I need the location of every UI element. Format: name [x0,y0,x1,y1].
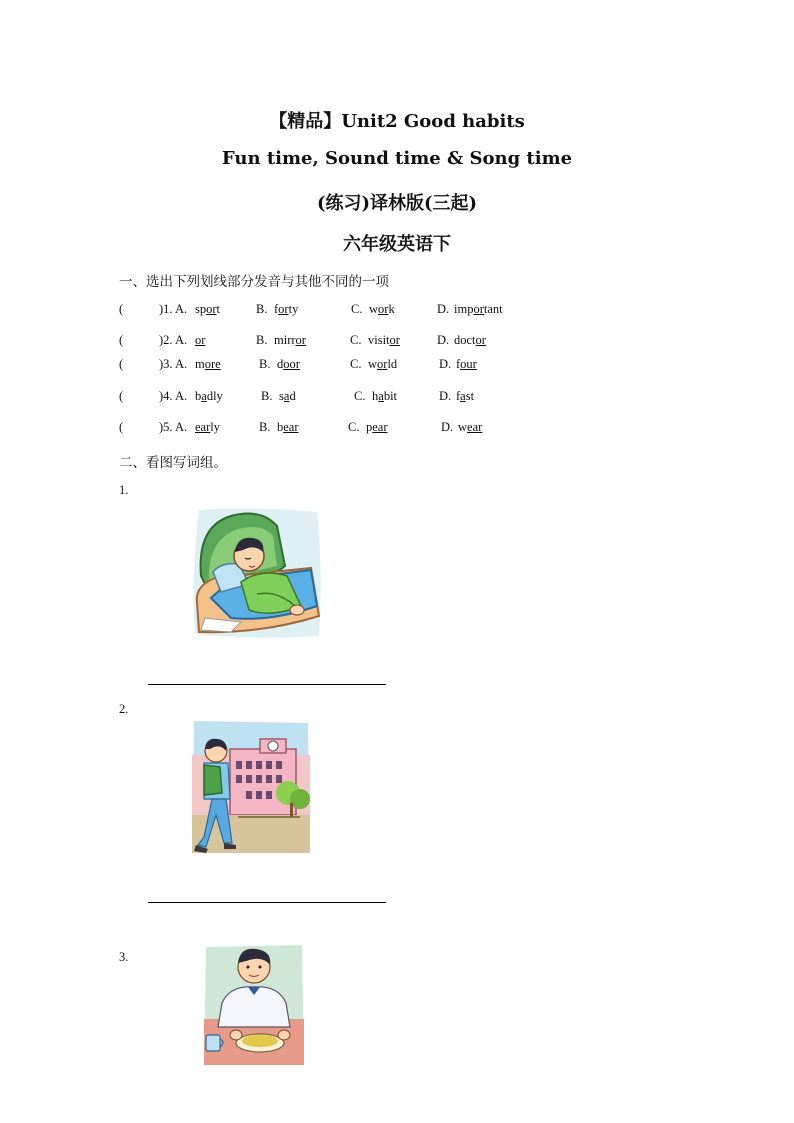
option-c-label: C. [350,333,362,347]
option-d-label: D. [437,302,450,316]
item-2-number: 2. [119,702,129,716]
question-number: )4. A. [159,389,188,403]
underlined-sound: or [295,333,306,347]
question-number: )1. A. [159,302,188,316]
option-b: sad [279,389,296,403]
underlined-sound: or [195,333,206,347]
boy-sleeping-picture [191,506,323,640]
boy-eating-picture [200,943,306,1067]
item-3-number: 3. [119,950,129,964]
option-a [195,333,205,348]
answer-bracket[interactable]: ( [119,302,124,316]
option-d: doctor [454,333,486,347]
underlined-sound: a [378,389,384,403]
title-line-3: (练习)译林版(三起) [316,193,478,214]
underlined-sound: a [283,389,290,403]
option-c: visitor [368,333,400,347]
option-d-label: D. [439,357,452,371]
option-c-label: C. [350,357,362,371]
option-d-label: D. [441,420,454,434]
option-c: world [368,357,398,371]
option-a: early [195,420,220,434]
option-b-label: B. [259,357,271,371]
option-c: habit [372,389,398,403]
underlined-sound: ear [195,420,211,434]
option-c-label: C. [354,389,366,403]
answer-bracket[interactable]: ( [119,357,124,371]
underlined-sound: a [460,389,466,403]
underlined-sound: or [206,302,217,316]
underlined-sound: ear [372,420,388,434]
answer-line-1[interactable] [148,684,386,685]
title-line-4: 六年级英语下 [343,234,451,255]
section-1-heading: 一、选出下列划线部分发音与其他不同的一项 [119,274,389,290]
underlined-sound: ear [283,420,299,434]
option-b-label: B. [259,420,271,434]
option-b-label: B. [256,302,268,316]
option-a: sport [195,302,221,316]
question-number: )3. A. [159,357,188,371]
option-d: wear [458,420,483,434]
option-b: mirror [274,333,306,347]
underlined-sound: or [377,357,388,371]
option-a: badly [195,389,223,403]
option-a: more [195,357,221,371]
title-line-2: Fun time, Sound time & Song time [221,148,573,169]
option-b: bear [277,420,299,434]
option-c-label: C. [348,420,360,434]
option-d-label: D. [437,333,450,347]
option-c: work [369,302,395,316]
underlined-sound: or [378,302,389,316]
option-d: important [454,302,503,316]
underlined-sound: or [278,302,289,316]
underlined-sound: or [473,302,484,316]
option-b-label: B. [261,389,273,403]
option-b: forty [274,302,299,316]
answer-bracket[interactable]: ( [119,333,124,347]
question-number: )5. A. [159,420,188,434]
option-d: fast [456,389,475,403]
title-line-1: 【精品】Unit2 Good habits [269,111,525,132]
option-d: four [456,357,477,371]
underlined-sound: or [475,333,486,347]
item-1-number: 1. [119,483,129,497]
option-b: door [277,357,300,371]
underlined-sound: or [389,333,400,347]
underlined-sound: a [201,389,207,403]
answer-bracket[interactable]: ( [119,420,124,434]
underlined-sound: our [460,357,477,371]
section-2-heading: 二、看图写词组。 [119,455,227,471]
option-d-label: D. [439,389,452,403]
underlined-sound: ore [204,357,221,371]
underlined-sound: oor [283,357,300,371]
option-c: pear [366,420,388,434]
option-c-label: C. [351,302,363,316]
answer-bracket[interactable]: ( [119,389,124,403]
option-b-label: B. [256,333,268,347]
underlined-sound: ear [467,420,483,434]
boy-walking-picture [190,719,312,855]
question-number: )2. A. [159,333,188,347]
answer-line-2[interactable] [148,902,386,903]
